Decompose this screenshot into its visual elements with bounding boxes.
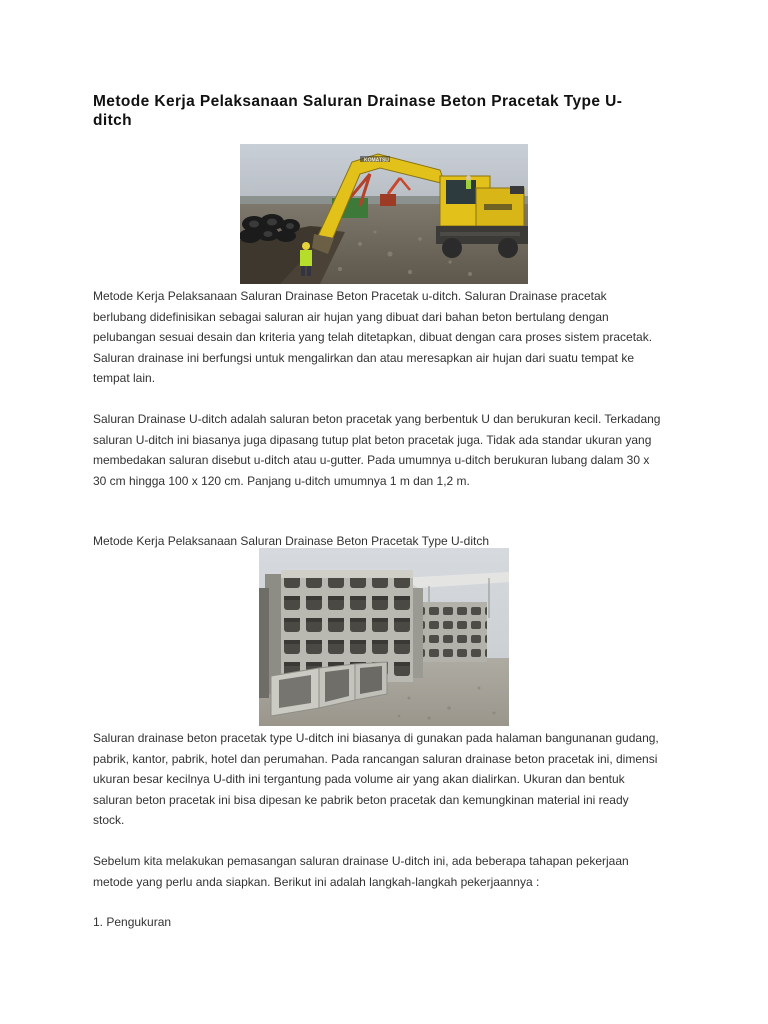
- step-heading: [93, 912, 693, 933]
- paragraph-intro: [93, 286, 693, 389]
- text-line: Sebelum kita melakukan pemasangan saluran drainase U-ditch ini, ada beberapa tahapan pekerjaan: [93, 854, 629, 868]
- excavator-brand-text: KOMATSU: [364, 157, 389, 164]
- text-line: saluran U-ditch ini biasanya juga dipasang tutup plat beton pracetak juga. Tidak ada standar ukuran yang: [93, 432, 652, 447]
- paragraph-usage: [93, 728, 693, 831]
- excavator-photo: [240, 144, 528, 284]
- text-line: pabrik, kantor, pabrik, hotel dan perumahan. Pada rancangan saluran drainase beton pracetak ini, dimensi: [93, 751, 658, 766]
- caption-text: Metode Kerja Pelaksanaan Saluran Drainase Beton Pracetak Type U-ditch: [93, 534, 490, 548]
- document-title: Metode Kerja Pelaksanaan Saluran Drainase Beton Pracetak Type U-ditch: [93, 93, 623, 129]
- text-line: ukuran besar kecilnya U-dith ini tergantung pada volume air yang akan dialirkan. Ukuran dan bentuk: [93, 772, 625, 786]
- text-line: pelubangan sesuai desain dan kriteria yang telah ditetapkan, dibuat dengan cara proses sistem pracetak.: [93, 330, 653, 344]
- text-line: 30 cm hingga 100 x 120 cm. Panjang u-ditch umumnya 1 m dan 1,2 m.: [93, 473, 470, 488]
- text-line: stock.: [93, 813, 125, 827]
- paragraph-steps-intro: [93, 851, 693, 892]
- text-line: berlubang didefinisikan sebagai saluran air hujan yang dibuat dari bahan beton bertulang dengan: [93, 309, 609, 324]
- step-1-text: 1. Pengukuran: [93, 915, 172, 929]
- text-line: Metode Kerja Pelaksanaan Saluran Drainase Beton Pracetak u-ditch. Saluran Drainase pracetak: [93, 289, 607, 303]
- uditch-stack-photo: [259, 548, 509, 726]
- text-line: tempat lain.: [93, 371, 156, 385]
- text-line: Saluran Drainase U-ditch adalah saluran beton pracetak yang berbentuk U dan berukuran kecil. Terkadang: [93, 412, 661, 426]
- paragraph-uditch-definition: [93, 409, 693, 491]
- text-line: Saluran drainase ini berfungsi untuk mengalirkan dan atau meresapkan air hujan dari suatu tempat ke: [93, 350, 634, 365]
- text-line: membedakan saluran disebut u-ditch atau u-gutter. Pada umumnya u-ditch berukuran lubang dalam 30 x: [93, 453, 650, 467]
- text-line: metode yang perlu anda siapkan. Berikut ini adalah langkah-langkah pekerjaannya :: [93, 874, 540, 889]
- text-line: saluran beton pracetak ini bisa dipesan ke pabrik beton pracetak dan kemungkinan material ini ready: [93, 792, 629, 807]
- text-line: Saluran drainase beton pracetak type U-ditch ini biasanya di gunakan pada halaman bangunanan gudang,: [93, 731, 659, 745]
